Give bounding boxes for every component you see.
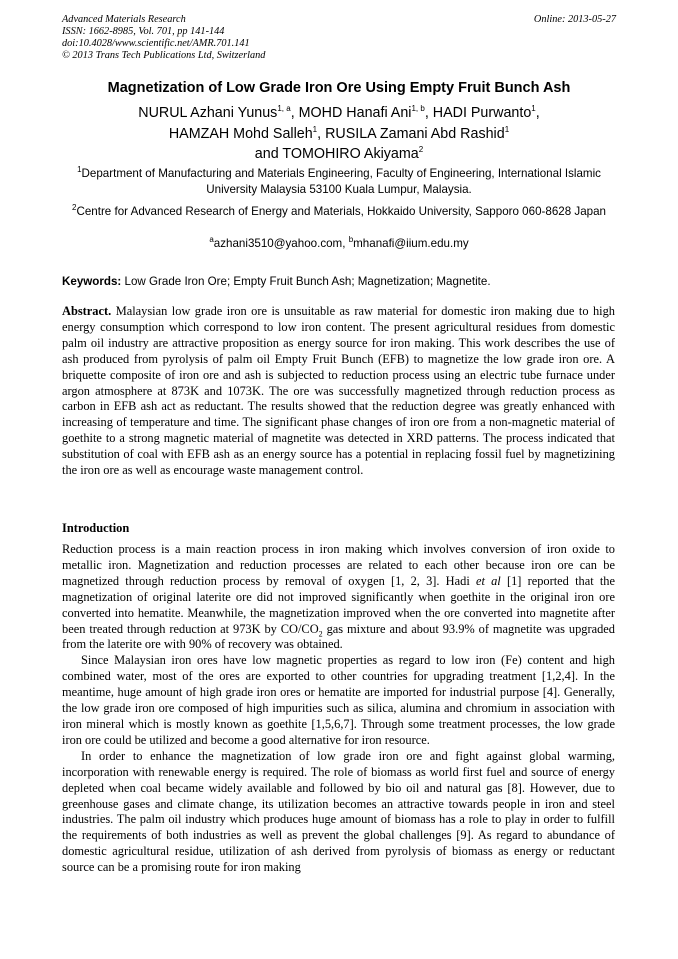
online-date: Online: 2013-05-27 — [533, 14, 616, 25]
section-heading-introduction: Introduction — [62, 521, 130, 535]
affiliation-1 — [62, 166, 616, 198]
paragraph: In order to enhance the magnetization of low grade iron ore and fight against global warming, incorporation with renewable energy is required. The role of biomass as world first fuel and source of energy depleted when coal became widely available and followed by bio oil and natural gas [8]. However, due to greenhouse gases and climate change, its utilization becomes an attractive towards people in iron and steel industries. The palm oil industry which produces huge amount of biomass has a role to play in order to fulfill the requirements of both industries as well as prevent the global challenges [9]. As regard to abundance of domestic agricultural residue, utilization of ash derived from pyrolysis of biomass as energy or reductant source can be a promising route for iron making — [62, 748, 615, 875]
email-line — [62, 237, 616, 250]
affiliation-2 — [62, 204, 616, 220]
author-name: HAMZAH Mohd Salleh — [168, 125, 313, 142]
author-name: TOMOHIRO Akiyama — [282, 146, 419, 162]
email-address: mhanafi@iium.edu.my — [353, 237, 469, 250]
et-al: et al — [475, 573, 501, 588]
author-conjunction: and — [254, 146, 283, 162]
author-marker: 1, b — [411, 104, 425, 114]
email-marker: b — [348, 235, 354, 245]
abstract — [62, 304, 615, 479]
author-marker: 2 — [418, 145, 424, 155]
author-marker: 1 — [531, 104, 536, 114]
introduction-body — [62, 542, 615, 876]
keywords-label: Keywords: — [62, 275, 122, 288]
author-marker: 1 — [312, 124, 318, 134]
keywords — [62, 275, 616, 288]
author-name: RUSILA Zamani Abd Rashid — [325, 125, 505, 142]
abstract-label: Abstract. — [62, 304, 112, 318]
affiliation-marker: 1 — [77, 165, 82, 175]
copyright-line: © 2013 Trans Tech Publications Ltd, Switzerland — [62, 50, 266, 61]
doi-line: doi:10.4028/www.scientific.net/AMR.701.141 — [62, 38, 250, 49]
affiliation-marker: 2 — [72, 203, 77, 213]
journal-name: Advanced Materials Research — [62, 14, 186, 25]
keywords-text: Low Grade Iron Ore; Empty Fruit Bunch Ash; Magnetization; Magnetite. — [124, 275, 491, 288]
affiliation-text: Centre for Advanced Research of Energy and Materials, Hokkaido University, Sapporo 060-8628 Japan — [76, 205, 606, 218]
email-marker: a — [209, 235, 214, 245]
subscript: 2 — [318, 629, 323, 638]
author-name: HADI Purwanto — [432, 105, 532, 121]
author-list: NURUL Azhani Yunus$^{1, a}$, MOHD Hanafi Ani$^{1, b}$, HADI Purwanto$^1$, HAMZAH Mohd Salleh$^1$, RUSILA Zamani Abd Rashid$^1$ and TOMOHIRO Akiyama$^2$ — [138, 104, 540, 162]
author-name: MOHD Hanafi Ani — [298, 105, 412, 121]
abstract-text: Malaysian low grade iron ore is unsuitable as raw material for domestic iron making due to high energy consumption which correspond to low iron content. The present agricultural residues from domestic palm oil industry are attractive proposition as energy source for iron making. This work describes the use of ash produced from pyrolysis of palm oil Empty Fruit Bunch (EFB) to magnetize the low grade iron ore. A briquette composite of iron ore and ash is subjected to reduction process using an electric tube furnace under argon atmosphere at 873K and 1073K. The ore was successfully magnetized through reduction process as carbon in EFB ash act as reductant. The results showed that the reduction degree was greatly enhanced with increasing of temperature and time. The significant phase changes of iron ore from a non-magnetic material of goethite to a strong magnetic material of magnetite was detected in XRD patterns. The process indicated that substitution of coal with EFB ash as an energy source has a potential in replacing fossil fuel by magnetizining the iron ore as well as encourage waste management control. — [62, 304, 615, 478]
affiliation-text: Department of Manufacturing and Materials Engineering, Faculty of Engineering, International Islamic University Malaysia 53100 Kuala Lumpur, Malaysia. — [81, 167, 601, 196]
paper-title: Magnetization of Low Grade Iron Ore Using Empty Fruit Bunch Ash — [107, 80, 571, 96]
issn-line: ISSN: 1662-8985, Vol. 701, pp 141-144 — [62, 26, 225, 37]
journal-header — [62, 14, 616, 62]
paragraph: Reduction process is a main reaction process in iron making which involves conversion of iron oxide to metallic iron. Magnetization and reduction processes are related to each other because iron ore can be magnetized through reduction process by removal of oxygen [1, 2, 3]. Hadi et al [1] reported that the magnetization of original laterite ore did not improved significantly when goethite in the original iron ore converted into hematite. Meanwhile, the magnetization improved when the ore converted into magnetite after been treated through reduction at 973K by $CO/CO_2$ gas mixture and about 93.9% of magnetite was upgraded from the laterite ore with 90% of recovery was obtained. — [62, 542, 615, 652]
paragraph: Since Malaysian iron ores have low magnetic properties as regard to low iron (Fe) content and high combined water, most of the ores are exported to other countries for upgrading treatment [1,2,4]. In the meantime, huge amount of high grade iron ores or hematite are imported for industrial purpose [4]. Generally, the low grade iron ore composed of high impurities such as silica, alumina and chromium in association with iron mineral which is mostly known as goethite [1,5,6,7]. Through some treatment processes, the low grade iron ore could be utilized and become a good alternative for iron resource. — [62, 653, 615, 747]
author-name: NURUL Azhani Yunus — [138, 105, 278, 121]
email-address: azhani3510@yahoo.com, — [213, 237, 346, 250]
author-marker: 1, a — [277, 104, 291, 114]
author-marker: 1 — [504, 124, 510, 134]
